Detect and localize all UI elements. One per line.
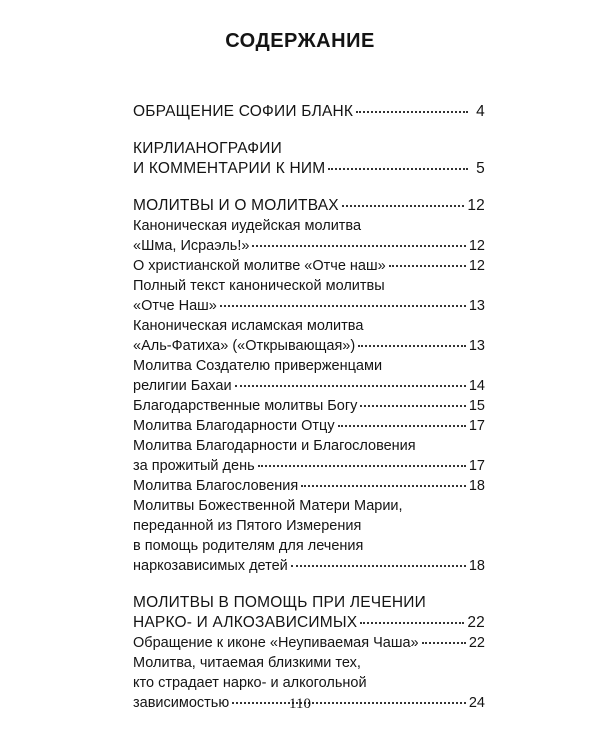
toc-line <box>133 102 485 122</box>
toc-line <box>133 476 485 496</box>
toc-entry-text: в помощь родителям для лечения <box>133 538 364 554</box>
toc-entry-text: Обращение к иконе «Неупиваемая Чаша» <box>133 635 419 651</box>
toc-entry-text: «Отче Наш» <box>133 298 217 314</box>
toc-entry <box>133 356 485 396</box>
toc-page-number: 15 <box>468 398 485 414</box>
toc-line <box>133 633 485 653</box>
toc-entry-text: О христианской молитве «Отче наш» <box>133 258 386 274</box>
toc-entry-text: ОБРАЩЕНИЕ СОФИИ БЛАНК <box>133 103 354 120</box>
toc-entry-text: «Аль-Фатиха» («Открывающая») <box>133 338 356 354</box>
toc-heading-entry <box>133 593 485 633</box>
toc-page-number: 22 <box>467 614 485 631</box>
toc-line <box>133 653 485 673</box>
dot-leader <box>291 565 466 567</box>
toc-entry-text: Полный текст канонической молитвы <box>133 278 385 294</box>
toc-line <box>133 216 485 236</box>
toc-entry <box>133 633 485 653</box>
toc-entry-text: Молитва Благодарности и Благословения <box>133 438 416 454</box>
toc-page-number: 14 <box>468 378 485 394</box>
toc-line <box>133 236 485 256</box>
toc-entry-text: Молитва Благодарности Отцу <box>133 418 335 434</box>
toc-entry-text: «Шма, Исраэль!» <box>133 238 250 254</box>
toc-line <box>133 496 485 516</box>
toc-line <box>133 256 485 276</box>
toc-entry-text: Молитва Создателю приверженцами <box>133 358 383 374</box>
toc-entry-text: за прожитый день <box>133 458 255 474</box>
toc-section <box>133 139 485 179</box>
toc-page-number: 12 <box>468 238 485 254</box>
toc-entry-text: Благодарственные молитвы Богу <box>133 398 358 414</box>
toc-entry-text: кто страдает нарко- и алкогольной <box>133 675 367 691</box>
toc-entry <box>133 496 485 576</box>
toc-line <box>133 356 485 376</box>
toc-entry-text: Каноническая иудейская молитва <box>133 218 362 234</box>
toc-page-number: 12 <box>467 197 485 214</box>
toc-line <box>133 139 485 159</box>
toc-entry-text: Молитва Благословения <box>133 478 299 494</box>
dot-leader <box>356 111 468 113</box>
toc-entry <box>133 416 485 436</box>
page-number: 110 <box>289 696 311 712</box>
toc-line <box>133 673 485 693</box>
toc-heading-entry <box>133 139 485 179</box>
toc-line <box>133 556 485 576</box>
toc-line <box>133 416 485 436</box>
toc-line <box>133 196 485 216</box>
toc-page-number: 13 <box>468 298 485 314</box>
toc-entry-text: переданной из Пятого Измерения <box>133 518 362 534</box>
dot-leader <box>422 642 466 644</box>
toc-entry-text: зависимостью <box>133 695 230 711</box>
toc-entry <box>133 396 485 416</box>
toc-entry-text: Каноническая исламская молитва <box>133 318 364 334</box>
toc-entry-text: МОЛИТВЫ И О МОЛИТВАХ <box>133 197 339 214</box>
toc-heading-entry <box>133 102 485 122</box>
toc-page-number: 17 <box>468 418 485 434</box>
toc-line <box>133 276 485 296</box>
table-of-contents <box>133 102 485 730</box>
toc-page-number: 12 <box>468 258 485 274</box>
toc-page-number: 24 <box>468 695 485 711</box>
toc-line <box>133 613 485 633</box>
toc-entry <box>133 436 485 476</box>
toc-heading-entry <box>133 196 485 216</box>
dot-leader <box>328 168 468 170</box>
toc-entry-text: И КОММЕНТАРИИ К НИМ <box>133 160 326 177</box>
toc-page-number: 17 <box>468 458 485 474</box>
toc-line <box>133 593 485 613</box>
dot-leader <box>358 345 466 347</box>
toc-page-number: 5 <box>476 160 485 177</box>
toc-line <box>133 316 485 336</box>
toc-page-number: 22 <box>468 635 485 651</box>
toc-entry-text: Молитва, читаемая близкими тех, <box>133 655 361 671</box>
toc-entry <box>133 276 485 316</box>
toc-line <box>133 536 485 556</box>
toc-line <box>133 159 485 179</box>
toc-entry-text: КИРЛИАНОГРАФИИ <box>133 140 282 157</box>
dot-leader <box>258 465 466 467</box>
toc-line <box>133 296 485 316</box>
toc-entry-text: наркозависимых детей <box>133 558 288 574</box>
toc-entry-text: МОЛИТВЫ В ПОМОЩЬ ПРИ ЛЕЧЕНИИ <box>133 594 426 611</box>
dot-leader <box>235 385 466 387</box>
toc-line <box>133 376 485 396</box>
dot-leader <box>252 245 465 247</box>
toc-entry-text: НАРКО- И АЛКОЗАВИСИМЫХ <box>133 614 358 631</box>
dot-leader <box>389 265 466 267</box>
toc-entry <box>133 476 485 496</box>
page-title: СОДЕРЖАНИЕ <box>225 30 375 52</box>
toc-page-number: 18 <box>468 558 485 574</box>
toc-page-number: 18 <box>468 478 485 494</box>
dot-leader <box>220 305 466 307</box>
toc-entry-text: Молитвы Божественной Матери Марии, <box>133 498 403 514</box>
toc-entry-text: религии Бахаи <box>133 378 232 394</box>
dot-leader <box>338 425 466 427</box>
toc-entry <box>133 216 485 256</box>
toc-section <box>133 593 485 713</box>
dot-leader <box>360 622 464 624</box>
toc-line <box>133 336 485 356</box>
dot-leader <box>360 405 465 407</box>
toc-line <box>133 436 485 456</box>
dot-leader <box>342 205 465 207</box>
toc-entry <box>133 316 485 356</box>
toc-page-number: 13 <box>468 338 485 354</box>
toc-section <box>133 196 485 576</box>
toc-line <box>133 516 485 536</box>
dot-leader <box>301 485 466 487</box>
toc-entry <box>133 256 485 276</box>
toc-line <box>133 456 485 476</box>
toc-section <box>133 102 485 122</box>
toc-line <box>133 396 485 416</box>
toc-page-number: 4 <box>476 103 485 120</box>
